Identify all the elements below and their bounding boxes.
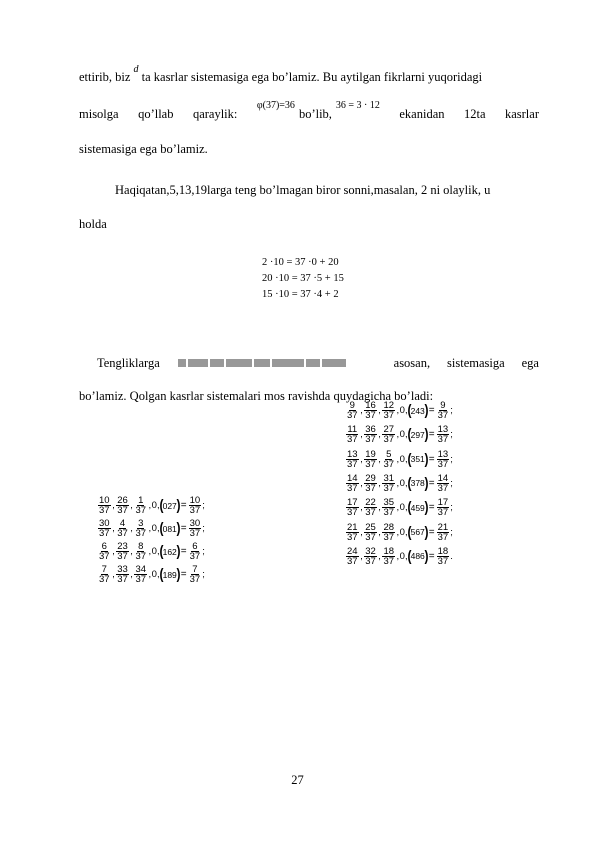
left-paren: ( (407, 426, 412, 444)
word: kasrlar (504, 107, 539, 121)
equation-block (262, 255, 344, 303)
fraction (346, 401, 359, 420)
comma: , (396, 550, 400, 562)
zero-prefix: 0, (151, 569, 160, 580)
left-paren: ( (407, 450, 412, 468)
comma: , (396, 526, 400, 538)
word: 12ta (463, 107, 486, 121)
row-terminator: ; (202, 500, 205, 511)
word: asosan, (393, 356, 431, 370)
fraction-system-row (97, 543, 205, 560)
word: ega (521, 356, 539, 370)
denominator: 37 (135, 574, 147, 585)
numerator: 6 (101, 541, 107, 552)
comma: , (148, 500, 152, 511)
numerator: 22 (365, 497, 376, 509)
fraction (134, 496, 147, 515)
denominator: 37 (437, 410, 449, 421)
denominator: 37 (437, 434, 449, 446)
right-paren: ) (176, 497, 181, 514)
fraction (437, 450, 450, 469)
denominator: 37 (365, 555, 376, 567)
equals-sign: = (428, 477, 435, 489)
fraction (189, 519, 202, 538)
fraction-system-row (97, 566, 205, 583)
equation-line: 20 ·10 = 37 ·5 + 15 (262, 273, 344, 284)
fraction (189, 496, 202, 515)
numerator: 6 (192, 541, 198, 552)
numerator: 18 (383, 545, 395, 557)
page-number: 27 (291, 773, 304, 787)
row-terminator: ; (450, 453, 453, 465)
left-paren: ( (159, 497, 164, 514)
denominator: 37 (347, 482, 358, 494)
left-paren: ( (407, 547, 412, 565)
denominator: 37 (347, 458, 358, 470)
fraction (382, 523, 395, 542)
word: ekanidan (399, 107, 445, 121)
denominator: 37 (437, 507, 449, 519)
fraction (346, 498, 359, 517)
fraction (437, 523, 450, 542)
numerator: 36 (365, 424, 376, 436)
comma: , (112, 523, 115, 534)
fraction (437, 401, 450, 420)
numerator: 26 (117, 495, 128, 506)
fraction (364, 401, 377, 420)
right-paren: ) (424, 547, 429, 565)
equals-sign: = (180, 523, 187, 534)
fraction (437, 547, 450, 566)
comma: , (360, 550, 363, 562)
period-digits: 162 (162, 546, 177, 557)
zero-prefix: 0, (399, 453, 408, 465)
left-paren: ( (159, 520, 164, 537)
comma: , (378, 526, 381, 538)
denominator: 37 (437, 531, 449, 543)
right-paren: ) (424, 426, 429, 444)
numerator: 14 (437, 472, 449, 484)
denominator: 37 (135, 528, 147, 539)
equals-sign: = (428, 453, 435, 465)
numerator: 32 (365, 545, 376, 557)
comma: , (396, 429, 400, 441)
equals-sign: = (428, 550, 435, 562)
denominator: 37 (189, 505, 201, 516)
comma: , (130, 523, 133, 534)
comma: , (148, 546, 152, 557)
fraction-system-row (345, 545, 453, 567)
numerator: 3 (138, 518, 144, 529)
fraction-system-row (345, 521, 453, 543)
fraction-system-row (345, 424, 453, 446)
equals-sign: = (428, 405, 435, 416)
denominator: 37 (99, 528, 110, 539)
text-line (79, 100, 539, 122)
denominator: 37 (383, 434, 395, 446)
right-paren: ) (176, 543, 181, 560)
period-digits: 189 (162, 569, 177, 580)
left-paren: ( (159, 566, 164, 583)
numerator: 10 (189, 495, 201, 506)
numerator: 28 (383, 521, 395, 533)
denominator: 37 (347, 507, 358, 519)
comma: , (378, 502, 381, 514)
word: qaraylik: (192, 107, 238, 121)
fraction-system-row (345, 497, 453, 519)
numerator: 4 (119, 518, 126, 529)
fraction (346, 474, 359, 493)
denominator: 37 (189, 574, 201, 585)
equals-sign: = (428, 526, 435, 538)
fraction (134, 519, 147, 538)
text-line: sistemasiga ega bo’lamiz. (79, 142, 208, 156)
comma: , (378, 550, 381, 562)
denominator: 37 (135, 505, 147, 516)
row-terminator: ; (450, 405, 453, 416)
numerator: 21 (347, 521, 358, 533)
denominator: 37 (117, 505, 128, 516)
fraction (382, 425, 395, 444)
left-paren: ( (407, 523, 412, 541)
denominator: 37 (437, 482, 449, 494)
denominator: 37 (365, 410, 376, 421)
row-terminator: ; (450, 502, 453, 514)
word: misolga (79, 107, 119, 121)
row-terminator: ; (202, 546, 205, 557)
comma: , (148, 569, 152, 580)
fraction (382, 474, 395, 493)
fraction-system-row (345, 448, 453, 470)
period-digits: 027 (162, 500, 177, 511)
numerator: 16 (365, 400, 376, 411)
left-paren: ( (407, 499, 412, 517)
comma: , (112, 546, 115, 557)
text-line (79, 66, 482, 85)
comma: , (378, 453, 381, 465)
word: Tengliklarga (97, 356, 160, 370)
fraction (116, 496, 129, 515)
fraction (364, 450, 377, 469)
zero-prefix: 0, (151, 546, 160, 557)
fraction (382, 401, 395, 420)
text-line: Haqiqatan,5,13,19larga teng bo’lmagan biror sonni,masalan, 2 ni olaylik, u (115, 183, 491, 197)
denominator: 37 (117, 528, 128, 539)
zero-prefix: 0, (399, 550, 408, 562)
comma: , (360, 429, 363, 441)
comma: , (396, 477, 400, 489)
denominator: 37 (189, 528, 201, 539)
numerator: 24 (347, 545, 358, 557)
fraction (116, 519, 129, 538)
period-digits: 486 (410, 551, 425, 562)
comma: , (378, 477, 381, 489)
comma: , (396, 502, 400, 514)
numerator: 11 (347, 424, 358, 436)
fraction (364, 425, 377, 444)
zero-prefix: 0, (399, 526, 408, 538)
fraction (437, 425, 450, 444)
fraction (134, 565, 147, 584)
zero-prefix: 0, (399, 429, 408, 441)
period-digits: 567 (410, 527, 425, 537)
denominator: 37 (383, 458, 395, 470)
row-terminator: ; (450, 526, 453, 538)
formula: 36 = 3 · 12 (335, 100, 380, 111)
fraction (382, 450, 395, 469)
row-terminator: ; (202, 569, 205, 580)
denominator: 37 (437, 458, 449, 470)
equals-sign: = (428, 429, 435, 441)
period-digits: 297 (410, 429, 425, 440)
equals-sign: = (428, 502, 435, 514)
denominator: 37 (383, 555, 395, 567)
denominator: 37 (117, 551, 128, 562)
text-fragment: ta kasrlar sistemasiga ega bo’lamiz. Bu aytilgan fikrlarni yuqoridagi (141, 70, 483, 85)
numerator: 19 (365, 448, 376, 460)
denominator: 37 (189, 551, 201, 562)
denominator: 37 (347, 531, 358, 543)
numerator: 13 (437, 424, 449, 436)
denominator: 37 (99, 505, 110, 516)
comma: , (360, 477, 363, 489)
fraction (346, 523, 359, 542)
numerator: 9 (440, 400, 446, 411)
numerator: 14 (347, 472, 358, 484)
comma: , (396, 453, 400, 465)
comma: , (378, 429, 381, 441)
row-terminator: . (450, 550, 453, 562)
fraction (98, 496, 111, 515)
numerator: 10 (99, 495, 110, 506)
text-line (97, 355, 539, 371)
fraction (346, 547, 359, 566)
fraction (382, 498, 395, 517)
comma: , (130, 546, 133, 557)
fraction-system-row (97, 520, 205, 537)
equation-line: 15 ·10 = 37 ·4 + 2 (262, 289, 339, 300)
symbol-d: d (133, 64, 139, 75)
fraction (189, 565, 202, 584)
numerator: 21 (437, 521, 449, 533)
denominator: 37 (347, 410, 358, 421)
left-paren: ( (159, 543, 164, 560)
numerator: 18 (437, 545, 449, 557)
numerator: 25 (365, 521, 376, 533)
fraction (116, 542, 129, 561)
zero-prefix: 0, (399, 405, 408, 416)
numerator: 7 (101, 564, 107, 575)
numerator: 23 (117, 541, 128, 552)
word: sistemasiga (447, 356, 505, 370)
numerator: 30 (99, 518, 110, 529)
comma: , (360, 405, 363, 416)
row-terminator: ; (450, 477, 453, 489)
fraction (437, 474, 450, 493)
fraction-system-row (345, 472, 453, 494)
word: bo’lib, (298, 107, 332, 121)
period-digits: 459 (410, 502, 425, 513)
numerator: 35 (383, 497, 395, 509)
denominator: 37 (365, 531, 376, 543)
numerator: 17 (437, 497, 449, 509)
zero-prefix: 0, (399, 502, 408, 514)
numerator: 1 (138, 495, 144, 506)
text-line: holda (79, 217, 107, 231)
blurred-formula (177, 359, 377, 367)
fraction (382, 547, 395, 566)
numerator: 9 (349, 400, 355, 411)
period-digits: 378 (410, 478, 425, 489)
denominator: 37 (383, 410, 395, 421)
equals-sign: = (180, 500, 187, 511)
fraction (189, 542, 202, 561)
comma: , (148, 523, 152, 534)
comma: , (360, 526, 363, 538)
numerator: 29 (365, 472, 376, 484)
denominator: 37 (135, 551, 147, 562)
right-paren: ) (424, 523, 429, 541)
denominator: 37 (365, 507, 376, 519)
denominator: 37 (347, 555, 358, 567)
comma: , (360, 502, 363, 514)
fraction (98, 565, 111, 584)
fraction (116, 565, 129, 584)
word: qo’llab (138, 107, 174, 121)
fraction (98, 542, 111, 561)
fraction (364, 474, 377, 493)
right-paren: ) (424, 474, 429, 492)
denominator: 37 (383, 482, 395, 494)
comma: , (130, 569, 133, 580)
euler-phi-formula: φ(37)=36 (256, 100, 295, 111)
fraction (364, 498, 377, 517)
right-paren: ) (424, 402, 429, 419)
left-paren: ( (407, 474, 412, 492)
period-digits: 351 (410, 454, 425, 465)
period-digits: 081 (162, 523, 177, 534)
denominator: 37 (99, 551, 110, 562)
numerator: 33 (117, 564, 128, 575)
equals-sign: = (180, 569, 187, 580)
numerator: 31 (383, 472, 395, 484)
numerator: 13 (437, 448, 449, 460)
right-paren: ) (176, 520, 181, 537)
fraction (134, 542, 147, 561)
numerator: 5 (386, 448, 392, 460)
numerator: 17 (347, 497, 358, 509)
row-terminator: ; (450, 429, 453, 441)
numerator: 7 (192, 564, 198, 575)
denominator: 37 (365, 434, 376, 446)
fraction (346, 450, 359, 469)
fraction (346, 425, 359, 444)
denominator: 37 (365, 482, 376, 494)
comma: , (378, 405, 381, 416)
fraction-system-row (97, 497, 205, 514)
zero-prefix: 0, (399, 477, 408, 489)
equals-sign: = (180, 546, 187, 557)
denominator: 37 (99, 574, 110, 585)
period-digits: 243 (410, 405, 425, 416)
numerator: 12 (383, 400, 395, 411)
numerator: 27 (383, 424, 395, 436)
right-paren: ) (424, 450, 429, 468)
fraction (98, 519, 111, 538)
fraction (364, 547, 377, 566)
left-paren: ( (407, 402, 412, 419)
denominator: 37 (347, 434, 358, 446)
denominator: 37 (437, 555, 449, 567)
denominator: 37 (117, 574, 128, 585)
text-fragment: ettirib, biz (79, 70, 131, 85)
text-line: bo’lamiz. Qolgan kasrlar sistemalari mos ravishda quydagicha bo’ladi: (79, 389, 434, 403)
numerator: 8 (138, 541, 144, 552)
row-terminator: ; (202, 523, 205, 534)
denominator: 37 (365, 458, 376, 470)
fraction-system-row (345, 402, 453, 419)
numerator: 30 (189, 518, 201, 529)
fraction (364, 523, 377, 542)
denominator: 37 (383, 507, 395, 519)
right-paren: ) (424, 499, 429, 517)
comma: , (112, 500, 115, 511)
comma: , (396, 405, 400, 416)
formula-group (256, 100, 380, 122)
numerator: 34 (135, 564, 147, 575)
fraction (437, 498, 450, 517)
comma: , (130, 500, 133, 511)
equation-line: 2 ·10 = 37 ·0 + 20 (262, 257, 339, 268)
zero-prefix: 0, (151, 500, 160, 511)
comma: , (112, 569, 115, 580)
denominator: 37 (383, 531, 395, 543)
comma: , (360, 453, 363, 465)
numerator: 13 (347, 448, 358, 460)
right-paren: ) (176, 566, 181, 583)
zero-prefix: 0, (151, 523, 160, 534)
